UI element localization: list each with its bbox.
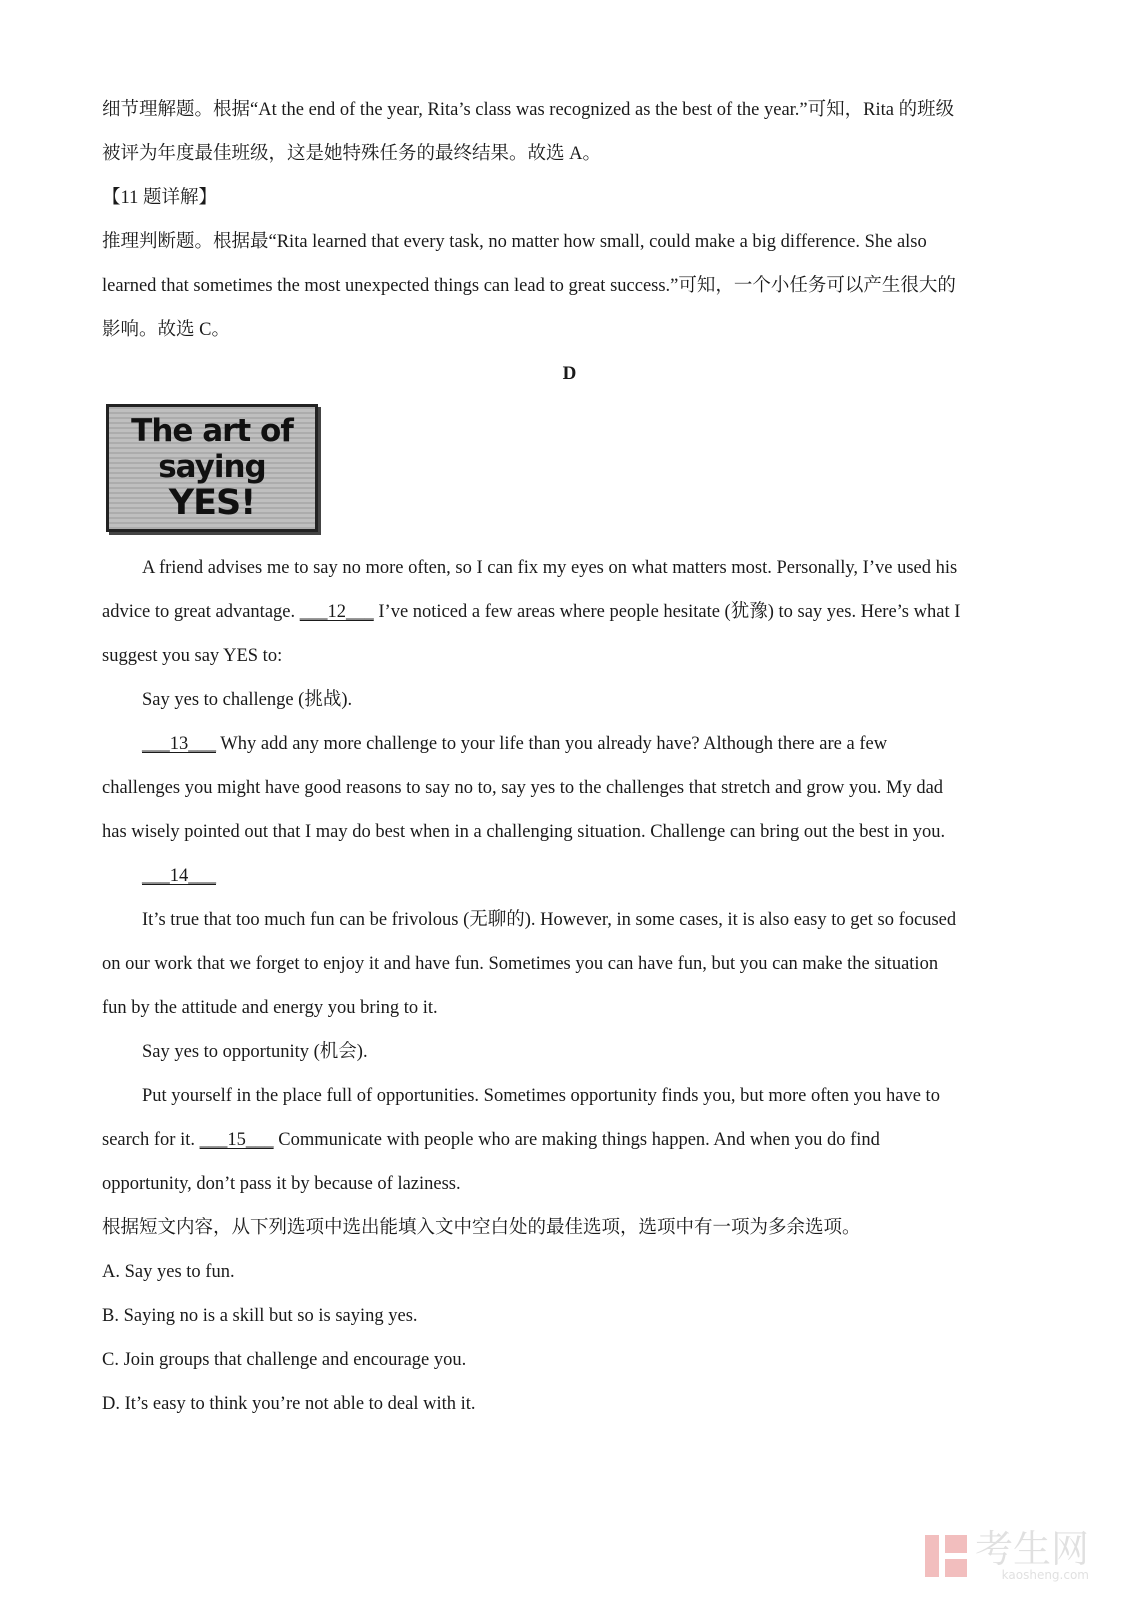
passage-line: suggest you say YES to: — [102, 646, 283, 666]
blank-15: ___15___ — [199, 1130, 274, 1150]
subheading: Say yes to opportunity (机会). — [142, 1042, 368, 1062]
q11-explanation-line: 推理判断题。根据最“Rita learned that every task, no matter how small, could make a big difference. She also — [102, 232, 927, 252]
passage-text: search for it. — [102, 1130, 200, 1150]
passage-line: has wisely pointed out that I may do best when in a challenging situation. Challenge can bring out the best in you. — [102, 822, 946, 842]
option-c: C. Join groups that challenge and encourage you. — [102, 1350, 467, 1370]
banner-title — [109, 413, 315, 521]
q10-explanation-line: 被评为年度最佳班级，这是她特殊任务的最终结果。故选 A。 — [102, 144, 601, 164]
passage-text: I’ve noticed a few areas where people hesitate (犹豫) to say yes. Here’s what I — [373, 602, 961, 622]
option-b: B. Saying no is a skill but so is saying yes. — [102, 1306, 418, 1326]
passage-text: Communicate with people who are making things happen. And when you do find — [273, 1130, 880, 1150]
passage-text: Why add any more challenge to your life than you already have? Although there are a few — [216, 734, 888, 754]
banner-line: The art of — [131, 413, 293, 449]
passage-text: advice to great advantage. — [102, 602, 300, 622]
q10-explanation-line: 细节理解题。根据“At the end of the year, Rita’s class was recognized as the best of the year.”可知，Rita 的班级 — [102, 100, 955, 120]
q11-explanation-line: 影响。故选 C。 — [102, 320, 230, 340]
watermark-logo-icon — [925, 1535, 967, 1577]
option-a: A. Say yes to fun. — [102, 1262, 235, 1282]
blank-14: ___14___ — [142, 866, 216, 886]
blank-13: ___13___ — [142, 734, 216, 754]
passage-title-image — [106, 404, 318, 532]
passage-line: Put yourself in the place full of opportunities. Sometimes opportunity finds you, but more often you have to — [142, 1086, 940, 1106]
passage-line: challenges you might have good reasons to say no to, say yes to the challenges that stretch and grow you. My dad — [102, 778, 944, 798]
banner-line: YES! — [168, 483, 256, 523]
document-page — [102, 88, 1037, 1426]
passage-line: on our work that we forget to enjoy it and have fun. Sometimes you can have fun, but you can make the situation — [102, 954, 939, 974]
banner-line: saying — [158, 449, 266, 485]
passage-line — [102, 590, 1037, 634]
subheading: Say yes to challenge (挑战). — [142, 690, 353, 710]
blank-12: ___12___ — [299, 602, 374, 622]
passage-line: opportunity, don’t pass it by because of laziness. — [102, 1174, 461, 1194]
section-letter: D — [562, 363, 577, 384]
watermark-text: 考生网 — [974, 1527, 1089, 1571]
instructions: 根据短文内容，从下列选项中选出能填入文中空白处的最佳选项，选项中有一项为多余选项。 — [102, 1218, 861, 1238]
q11-explanation-line: learned that sometimes the most unexpected things can lead to great success.”可知，一个小任务可以产生很大的 — [102, 276, 956, 296]
watermark — [925, 1527, 1089, 1582]
option-d: D. It’s easy to think you’re not able to deal with it. — [102, 1394, 476, 1414]
passage-line: It’s true that too much fun can be frivolous (无聊的). However, in some cases, it is also easy to get so focused — [142, 910, 957, 930]
passage-line — [102, 1118, 1037, 1162]
q11-heading: 【11 题详解】 — [102, 188, 217, 208]
passage-line: fun by the attitude and energy you bring to it. — [102, 998, 438, 1018]
watermark-url: kaosheng.com — [1001, 1568, 1089, 1582]
passage-line — [102, 722, 1037, 766]
passage-line — [102, 854, 1037, 898]
passage-line: A friend advises me to say no more often, so I can fix my eyes on what matters most. Personally, I’ve used his — [142, 558, 958, 578]
